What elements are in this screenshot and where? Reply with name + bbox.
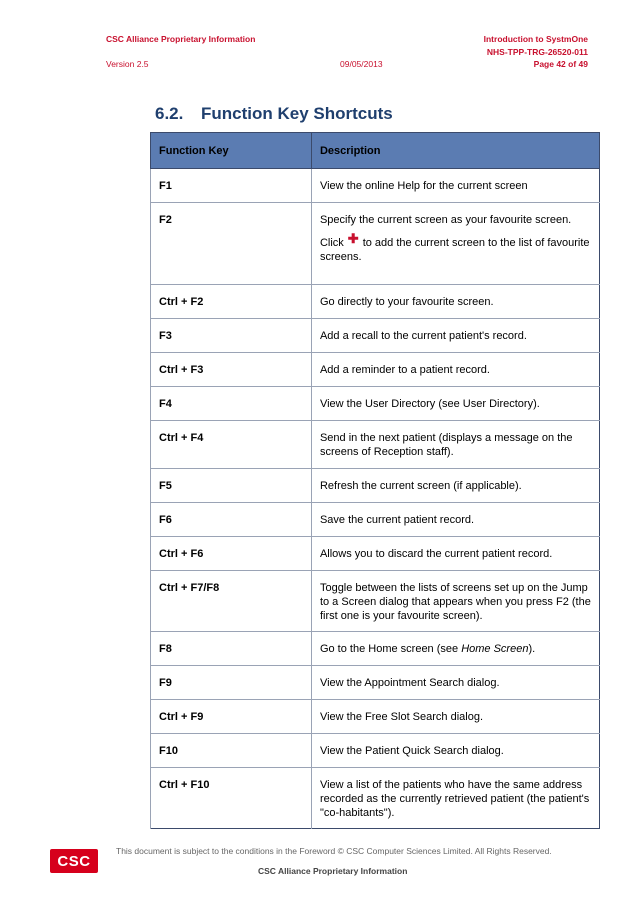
section-heading	[155, 104, 393, 124]
table-row	[151, 734, 600, 768]
description-text-post: to add the current screen to the list of favourite screens.	[319, 237, 590, 263]
table-row	[151, 387, 600, 421]
key-cell: Ctrl + F6	[151, 537, 312, 571]
key-cell: Ctrl + F4	[151, 421, 312, 469]
key-cell: F2	[151, 203, 312, 285]
add-favourite-icon: ✚	[347, 231, 359, 246]
key-cell: F5	[151, 469, 312, 503]
description-cell: View the User Directory (see User Directory).	[311, 387, 599, 421]
key-cell: Ctrl + F9	[151, 700, 312, 734]
header-page-number: Page 42 of 49	[533, 59, 588, 69]
table-row	[151, 353, 600, 387]
table-row	[151, 666, 600, 700]
function-key-table	[150, 132, 600, 829]
description-cell: Go directly to your favourite screen.	[311, 285, 599, 319]
header-proprietary-label: CSC Alliance Proprietary Information	[106, 34, 256, 44]
section-title: Function Key Shortcuts	[201, 104, 393, 123]
description-text: Specify the current screen as your favourite screen.	[319, 214, 572, 226]
key-cell: Ctrl + F10	[151, 768, 312, 829]
table-row	[151, 285, 600, 319]
column-header-description: Description	[311, 133, 599, 169]
description-cell	[311, 203, 599, 285]
key-cell: F8	[151, 632, 312, 666]
description-link-text: Home Screen	[461, 643, 529, 655]
footer-notice: This document is subject to the conditions in the Foreword © CSC Computer Sciences Limited. All Rights Reserved.	[116, 846, 552, 856]
key-cell: F10	[151, 734, 312, 768]
description-text-pre: Go to the Home screen (see	[319, 643, 462, 655]
table-row	[151, 632, 600, 666]
table-row	[151, 421, 600, 469]
key-cell: F4	[151, 387, 312, 421]
header-doc-ref: NHS-TPP-TRG-26520-011	[486, 47, 588, 57]
description-cell: Allows you to discard the current patient record.	[311, 537, 599, 571]
key-cell: F1	[151, 169, 312, 203]
table-header-row	[151, 133, 600, 169]
table-row	[151, 503, 600, 537]
key-cell: Ctrl + F7/F8	[151, 571, 312, 632]
description-cell: Add a reminder to a patient record.	[311, 353, 599, 387]
csc-logo: CSC	[50, 849, 98, 873]
key-cell: Ctrl + F2	[151, 285, 312, 319]
table-row	[151, 571, 600, 632]
description-cell: Toggle between the lists of screens set up on the Jump to a Screen dialog that appears when you press F2 (the first one is your favourite screen).	[311, 571, 599, 632]
description-cell: Add a recall to the current patient's record.	[311, 319, 599, 353]
footer-classification: CSC Alliance Proprietary Information	[258, 866, 408, 876]
key-cell: F9	[151, 666, 312, 700]
description-text	[319, 231, 591, 264]
description-cell: View a list of the patients who have the same address recorded as the currently retrieved patient (the patient's "co-habitants").	[311, 768, 599, 829]
table-row	[151, 169, 600, 203]
description-cell: View the online Help for the current screen	[311, 169, 599, 203]
description-cell: Save the current patient record.	[311, 503, 599, 537]
description-cell: Send in the next patient (displays a message on the screens of Reception staff).	[311, 421, 599, 469]
table-row	[151, 700, 600, 734]
key-cell: F6	[151, 503, 312, 537]
description-cell: View the Patient Quick Search dialog.	[311, 734, 599, 768]
table-row	[151, 768, 600, 829]
key-cell: F3	[151, 319, 312, 353]
description-text-post: ).	[528, 643, 536, 655]
description-cell: View the Free Slot Search dialog.	[311, 700, 599, 734]
table-row	[151, 319, 600, 353]
description-text-pre: Click	[319, 237, 344, 249]
column-header-key: Function Key	[151, 133, 312, 169]
table-row	[151, 203, 600, 285]
table-row	[151, 537, 600, 571]
header-date: 09/05/2013	[340, 59, 383, 69]
description-cell: Refresh the current screen (if applicable).	[311, 469, 599, 503]
section-number: 6.2.	[155, 104, 184, 123]
description-cell: View the Appointment Search dialog.	[311, 666, 599, 700]
header-doc-title: Introduction to SystmOne	[483, 34, 588, 44]
table-row	[151, 469, 600, 503]
description-cell	[311, 632, 599, 666]
header-version: Version 2.5	[106, 59, 149, 69]
key-cell: Ctrl + F3	[151, 353, 312, 387]
